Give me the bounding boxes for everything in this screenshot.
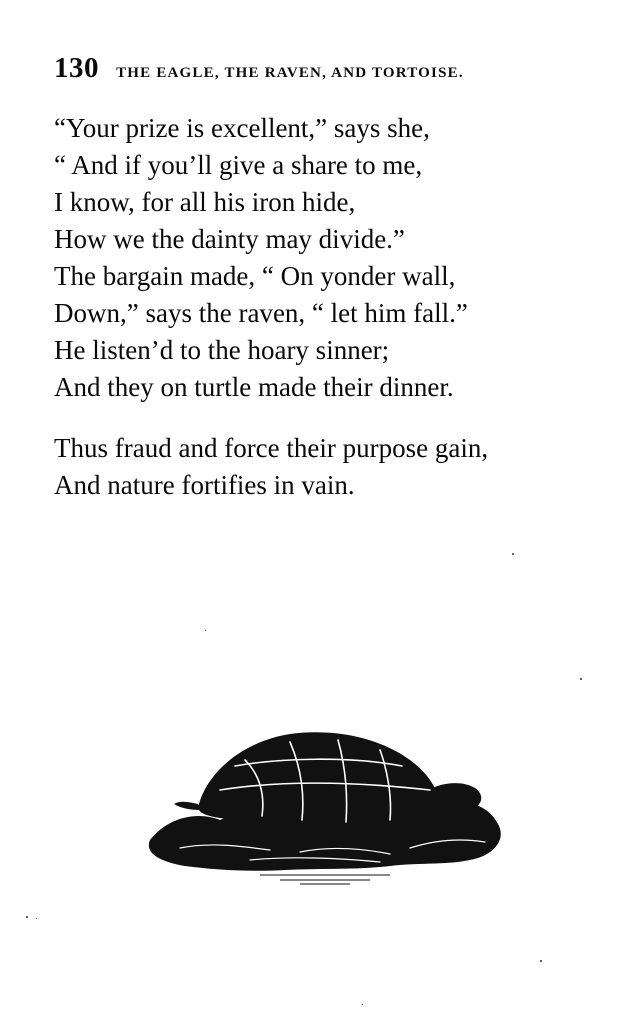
print-speck (540, 960, 542, 962)
poem-stanza-1 (54, 110, 614, 406)
running-head: THE EAGLE, THE RAVEN, AND TORTOISE. (116, 65, 464, 81)
poem-line: I know, for all his iron hide, (54, 187, 356, 217)
print-speck (580, 678, 582, 680)
print-speck (362, 1004, 363, 1005)
print-speck (512, 553, 514, 555)
poem-line: “ And if you’ll give a share to me, (54, 150, 423, 180)
print-speck (26, 916, 28, 918)
poem-line: The bargain made, “ On yonder wall, (54, 261, 456, 291)
page-number: 130 (54, 52, 99, 84)
print-speck (36, 918, 37, 919)
poem-line: “Your prize is excellent,” says she, (54, 113, 430, 143)
page-header (54, 52, 594, 86)
poem-line: And they on turtle made their dinner. (54, 372, 454, 402)
print-speck (205, 630, 206, 631)
poem-line: Thus fraud and force their purpose gain, (54, 433, 489, 463)
poem-line: And nature fortifies in vain. (54, 470, 355, 500)
poem-line: Down,” says the raven, “ let him fall.” (54, 298, 468, 328)
tortoise-engraving-icon (140, 720, 510, 890)
poem-stanza-2 (54, 430, 614, 504)
poem-line: How we the dainty may divide.” (54, 224, 405, 254)
poem-line: He listen’d to the hoary sinner; (54, 335, 390, 365)
